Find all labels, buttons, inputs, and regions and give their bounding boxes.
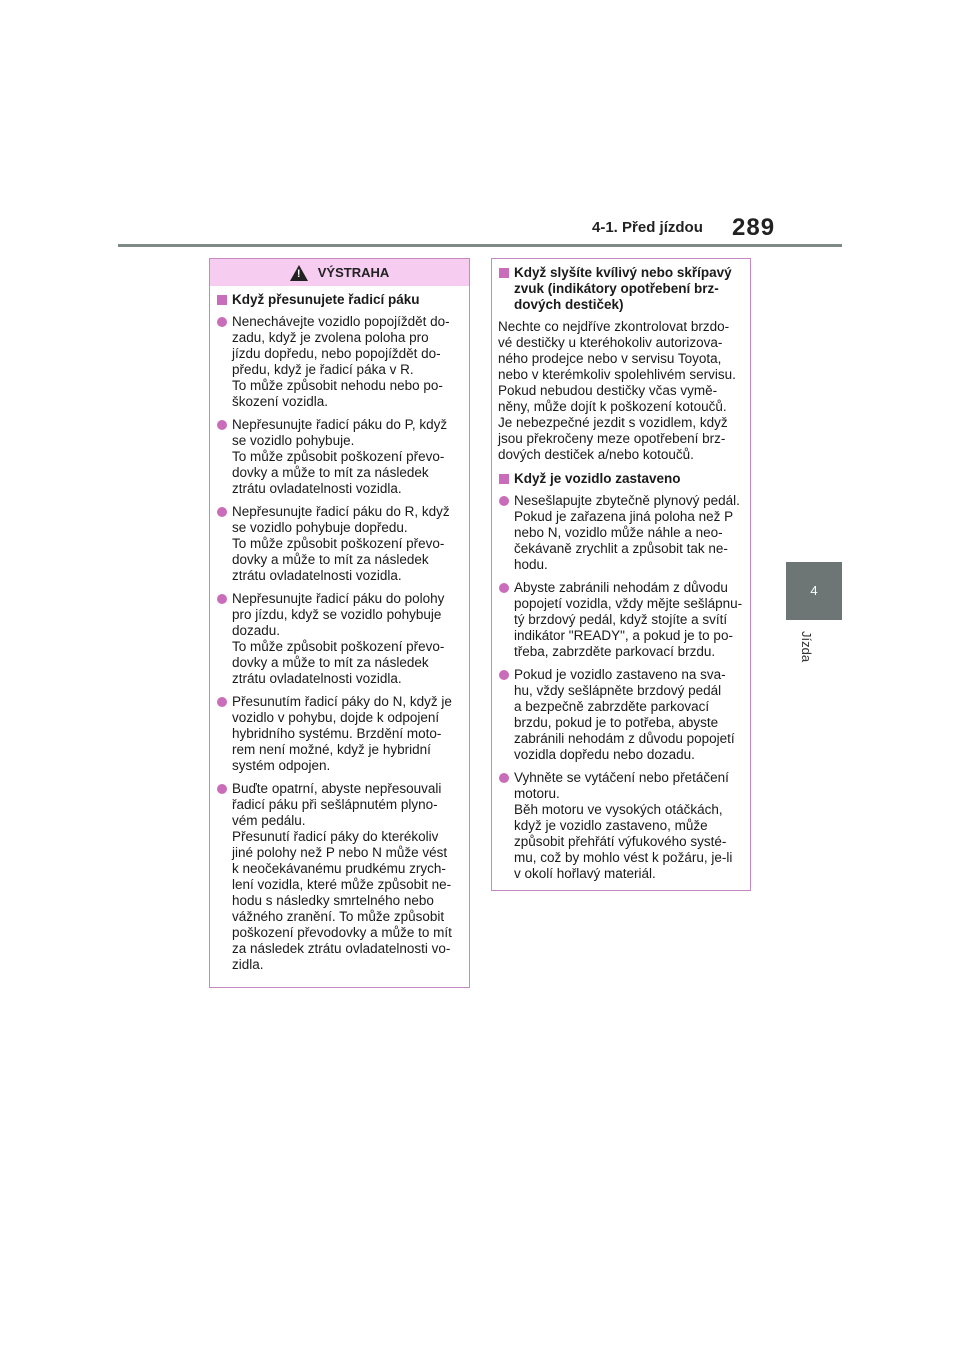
list-item-text: Abyste zabránili nehodám z důvodu popojetí vozidla, vždy mějte sešlápnu- tý brzdový pedál, když stojíte a svítí indikátor "READY", a pokud je to po- třeba, zabrzděte parkovací brzdu. <box>514 580 743 659</box>
warning-subheading <box>216 292 463 308</box>
bullet-dot-icon <box>217 784 227 794</box>
list-item <box>216 504 463 584</box>
warning-box <box>209 258 470 988</box>
bullet-dot-icon <box>499 496 509 506</box>
list-item-text: Nenechávejte vozidlo popojíždět do- zadu, když je zvolena poloha pro jízdu dopředu, nebo popojíždět do- předu, když je řadicí páka v R. To může způsobit nehodu nebo po- škození vozidla. <box>232 314 450 409</box>
bullet-dot-icon <box>217 594 227 604</box>
list-item-text: Buďte opatrní, abyste nepřesouvali řadicí páku při sešlápnutém plyno- vém pedálu. Přesunutí řadicí páky do kterékoliv jiné polohy než P nebo N může vést k neočekávanému prudkému zrych- lení vozidla, které může způsobit ne- hodu s následky smrtelného nebo vážného zranění. To může způsobit poškození převodovky a může to mít za následek ztrátu ovladatelnosti vo- zidla. <box>232 781 452 972</box>
warning-title: VÝSTRAHA <box>317 265 390 280</box>
bullet-dot-icon <box>499 773 509 783</box>
chapter-label: Jízda <box>799 631 814 663</box>
section-title: 4-1. Před jízdou <box>592 219 703 236</box>
list-item <box>216 314 463 410</box>
info-box <box>491 258 751 891</box>
chapter-number: 4 <box>810 583 818 598</box>
square-bullet-icon <box>217 295 227 305</box>
square-bullet-icon <box>499 268 509 278</box>
bullet-dot-icon <box>499 670 509 680</box>
page-number: 289 <box>732 214 776 241</box>
list-item <box>498 667 744 763</box>
bullet-dot-icon <box>499 583 509 593</box>
bullet-dot-icon <box>217 420 227 430</box>
bullet-dot-icon <box>217 317 227 327</box>
list-item <box>216 591 463 687</box>
list-item <box>498 493 744 573</box>
square-bullet-icon <box>499 474 509 484</box>
list-item <box>216 781 463 973</box>
list-item-text: Přesunutím řadicí páky do N, když je vozidlo v pohybu, dojde k odpojení hybridního systému. Brzdění moto- rem není možné, když je hybridní systém odpojen. <box>232 694 452 773</box>
bullet-dot-icon <box>217 697 227 707</box>
list-item <box>216 417 463 497</box>
list-item-text: Nepřesunujte řadicí páku do polohy pro jízdu, když se vozidlo pohybuje dozadu. To může způsobit poškození převo- dovky a může to mít za následek ztrátu ovladatelnosti vozidla. <box>232 591 445 686</box>
list-item <box>216 694 463 774</box>
warning-triangle-icon: ! <box>290 265 308 281</box>
info-subheading-text: Když slyšíte kvílivý nebo skřípavý zvuk (indikátory opotřebení brz- dových destiček) <box>514 265 732 312</box>
info-paragraph: Nechte co nejdříve zkontrolovat brzdo- vé destičky u kteréhokoliv autorizova- ného prodejce nebo v servisu Toyota, nebo v kterémkoliv spolehlivém servisu. Pokud nebudou destičky včas vymě- něny, může dojít k poškození kotoučů. Je nebezpečné jezdit s vozidlem, když jsou překročeny meze opotřebení brz- dových destiček a/nebo kotoučů. <box>498 319 736 462</box>
list-item-text: Nesešlapujte zbytečně plynový pedál. Pokud je zařazena jiná poloha než P nebo N, vozidlo může náhle a neo- čekávaně zrychlit a způsobit tak ne- hodu. <box>514 493 740 572</box>
list-item-text: Vyhněte se vytáčení nebo přetáčení motoru. Běh motoru ve vysokých otáčkách, když je vozidlo zastaveno, může způsobit přehřátí výfukového systé- mu, což by mohlo vést k požáru, je-li v okolí hořlavý materiál. <box>514 770 733 881</box>
info-subheading-stopped <box>498 471 744 487</box>
info-subheading-text: Když je vozidlo zastaveno <box>514 471 681 486</box>
list-item-text: Nepřesunujte řadicí páku do P, když se vozidlo pohybuje. To může způsobit poškození převo- dovky a může to mít za následek ztrátu ovladatelnosti vozidla. <box>232 417 448 496</box>
info-subheading-brake-pads <box>498 265 744 313</box>
warning-subheading-text: Když přesunujete řadicí páku <box>232 292 420 307</box>
warning-header <box>210 259 469 286</box>
list-item <box>498 770 744 882</box>
chapter-tab[interactable] <box>786 562 842 620</box>
header-rule <box>118 244 842 247</box>
bullet-dot-icon <box>217 507 227 517</box>
list-item <box>498 580 744 660</box>
list-item-text: Nepřesunujte řadicí páku do R, když se vozidlo pohybuje dopředu. To může způsobit poškození převo- dovky a může to mít za následek ztrátu ovladatelnosti vozidla. <box>232 504 450 583</box>
list-item-text: Pokud je vozidlo zastaveno na sva- hu, vždy sešlápněte brzdový pedál a bezpečně zabrzděte parkovací brzdu, pokud je to potřeba, abyste zabránili nehodám z důvodu popojetí vozidla dopředu nebo dozadu. <box>514 667 735 762</box>
